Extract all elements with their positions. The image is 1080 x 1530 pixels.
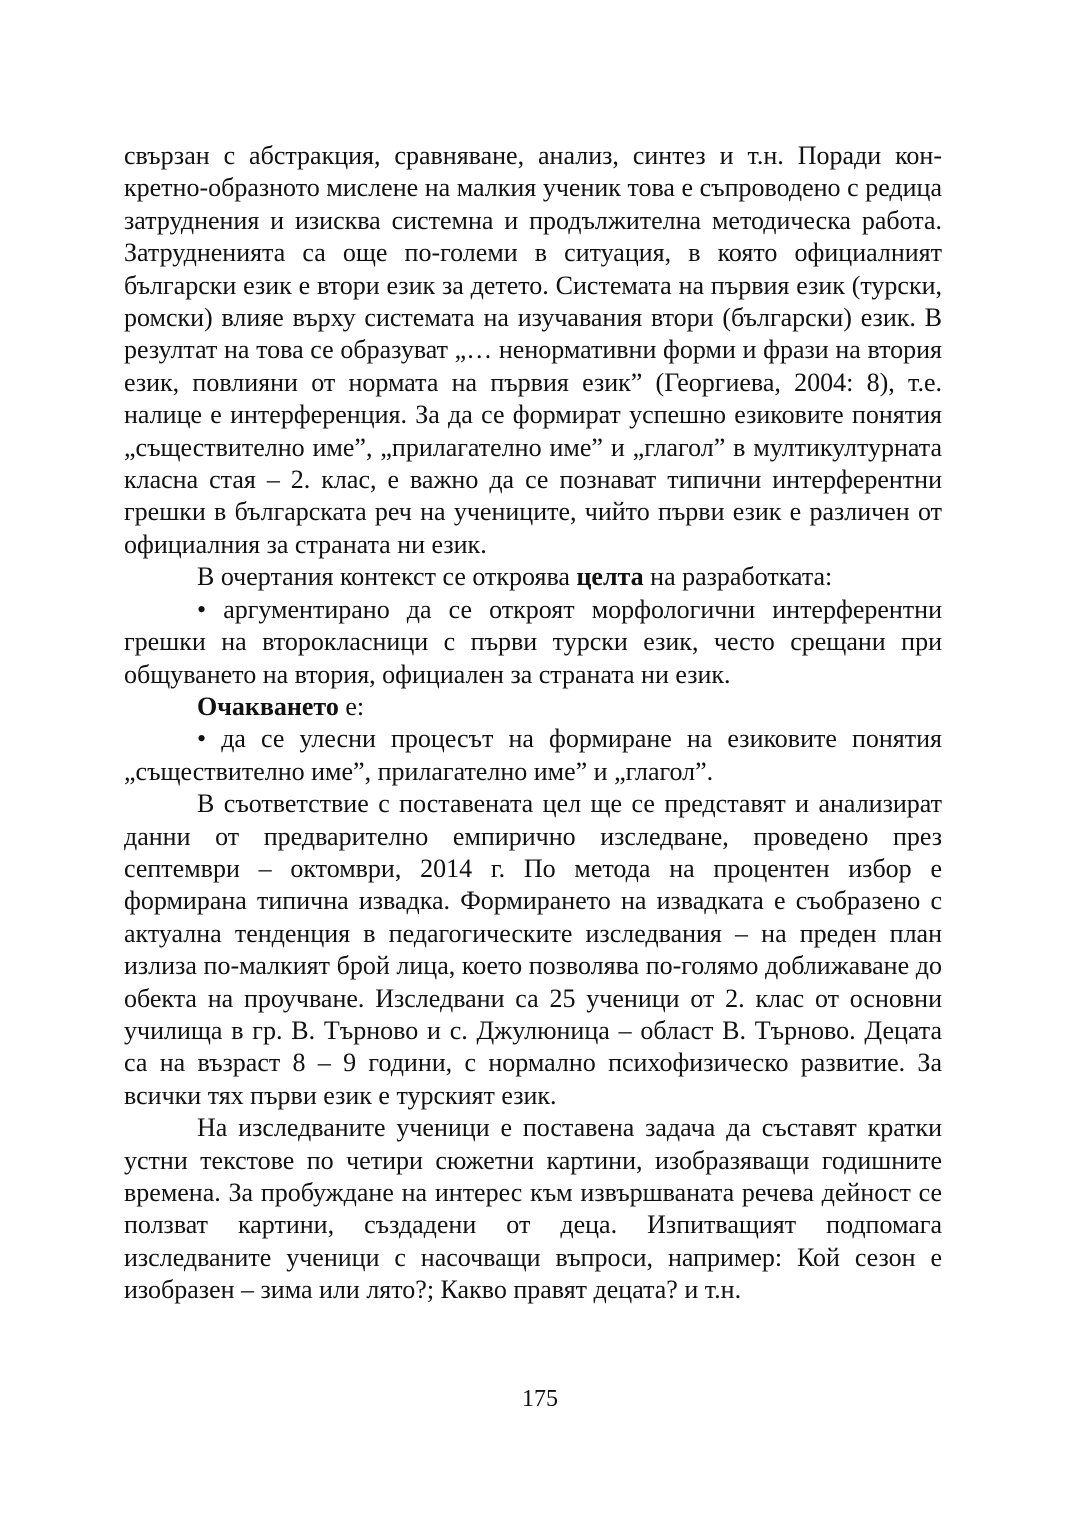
paragraph-intro: свързан с абстракция, сравняване, анализ, синтез и т.н. Поради конкретно-образното мислене на малкия ученик това е съпроводено с редица затруднения и изисква системна и продължителна методическа работа. Затрудненията са още по-големи в ситуация, в която официалният български език е втори език за детето. Системата на първия език (турски, ромски) влияе върху системата на изучавания втори (български) език. В резултат на това се образуват „… ненормативни форми и фрази на втория език, повлияни от нормата на първия език” (Георгиева, 2004: 8), т.е. налице е интерференция. За да се формират успешно езиковите понятия „съществително име”, „прилагателно име” и „глагол” в мултикултурната класна стая – 2. клас, е важно да се познават типични интерферентни грешки в българската реч на учениците, чийто първи език е различен от официалния за страната ни език. [124, 141, 942, 559]
page-number: 175 [522, 1386, 558, 1412]
expectation-bullet-item: • да се улесни процесът на формиране на езиковите понятия „съществително име”, прилагателно име” и „глагол”. [124, 724, 942, 786]
expectation-bold-term: Очакването [197, 691, 339, 721]
paragraph-study: В съответствие с поставената цел ще се представят и анализират данни от предварително емпирично изследване, проведено през септември – октомври, 2014 г. По метода на процентен избор е формирана типична извадка. Формирането на извадката е съобразено с актуална тенденция в педагогическите изследвания – на преден план излиза по-малкият брой лица, което позволява по-голямо доближаване до обекта на проучване. Изследвани са 25 ученици от 2. клас от основни училища в гр. В. Търново и с. Джулюница – област В. Търново. Децата са на възраст 8 – 9 години, с нормално психофизическо развитие. За всички тях първи език е турският език. [124, 789, 942, 1110]
paragraph-goal [124, 561, 942, 593]
goal-trail-text: на разработката: [643, 562, 833, 592]
paragraph-expectation [124, 691, 942, 723]
body-text [124, 140, 942, 1307]
paragraph-task: На изследваните ученици е поставена задача да съставят кратки устни текстове по четири сюжетни картини, изобразяващи годишните времена. За пробуждане на интерес към извършваната речева дейност се ползват картини, създадени от деца. Изпитващият подпомага изследваните ученици с насочващи въпроси, например: Кой сезон е изобразен – зима или лято?; Какво правят децата? и т.н. [124, 1113, 942, 1305]
goal-bullet-item: • аргументирано да се откроят морфологични интерферентни грешки на второкласници с първи турски език, често срещани при общуването на втория, официален за страната ни език. [124, 594, 942, 689]
goal-lead-text: В очертания контекст се откроява [197, 562, 577, 592]
expectation-trail-text: е: [338, 691, 365, 721]
goal-bold-term: целта [576, 562, 644, 592]
